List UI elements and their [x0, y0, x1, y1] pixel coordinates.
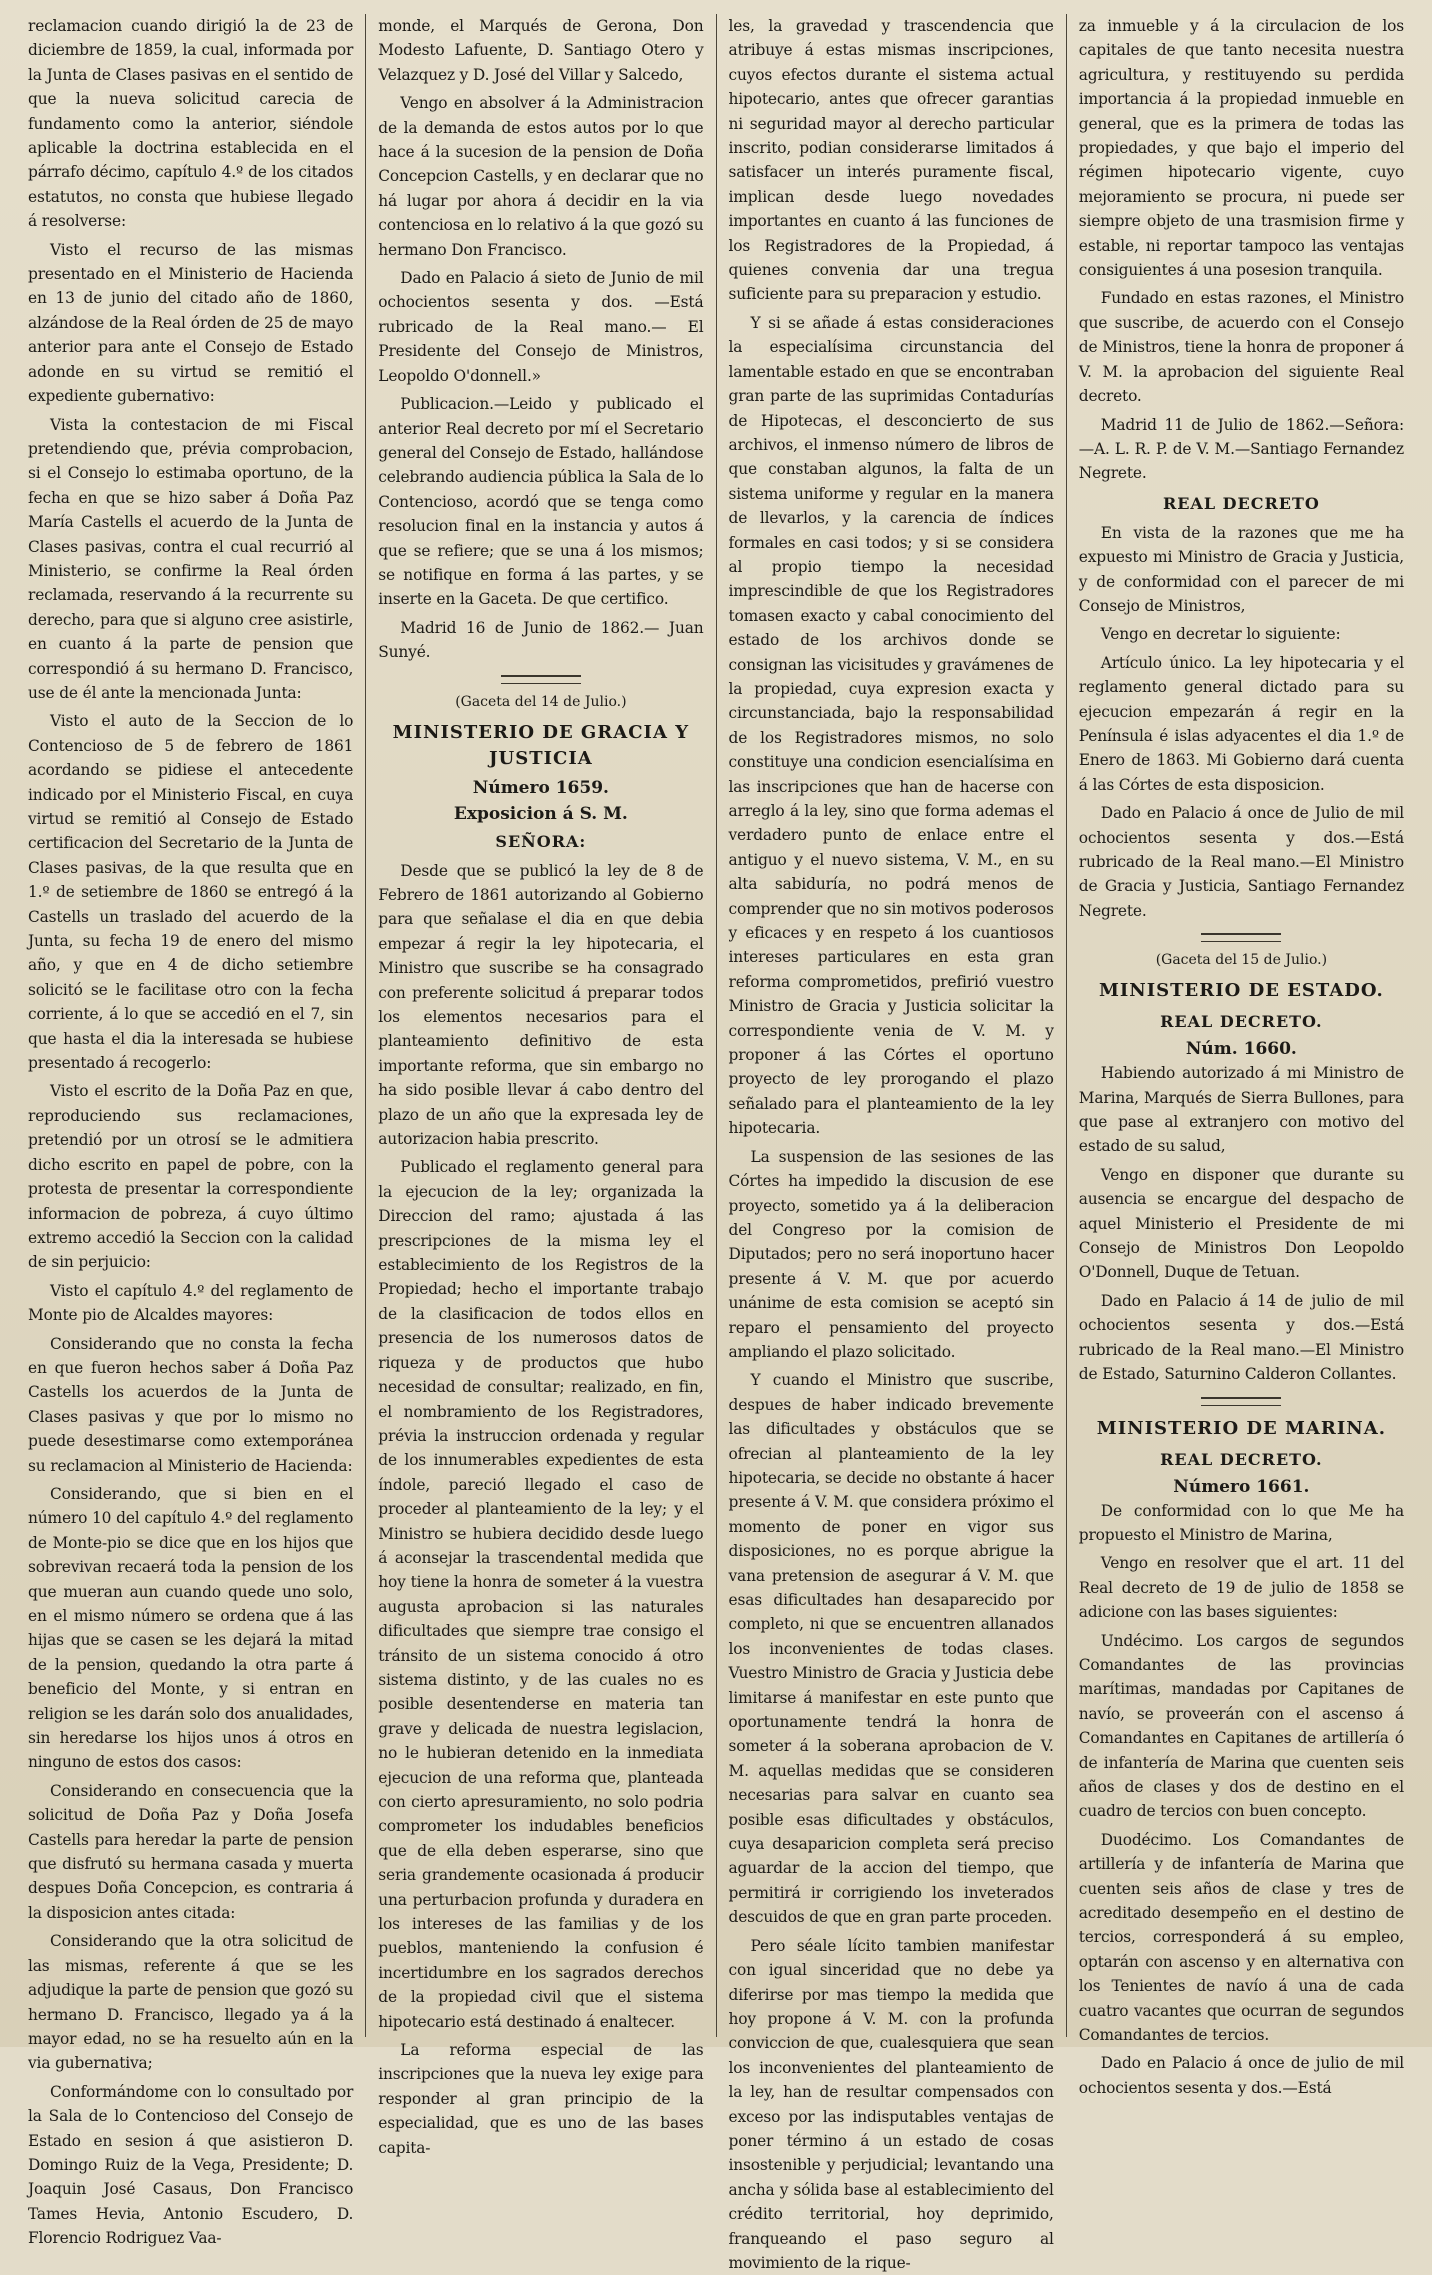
- paragraph: Considerando en consecuencia que la solicitud de Doña Paz y Doña Josefa Castells para heredar la parte de pension que disfrutó su hermana casada y muerta despues Doña Concepcion, es contraria á la disposicion antes citada:: [28, 1781, 354, 1922]
- decree-number: Número 1659.: [472, 777, 609, 798]
- paragraph: Y si se añade á estas consideraciones la especialísima circunstancia del lamentable estado en que se encontraban gran parte de las suprimidas Contadurías de Hipotecas, el desconcierto de sus archivos, el inmenso número de libros de que constaban algunos, la falta de un sistema uniforme y regular en la manera de llevarlos, y la carencia de índices formales en casi todos; y si se considera al propio tiempo la necesidad imprescindible de que los Registradores tomasen exacto y cabal conocimiento del estado de los archivos donde se consignan las vicisitudes y gravámenes de la propiedad, cuya expresion exacta y circunstanciada, bajo la responsabilidad de los Registradores mismos, no solo constituye una condicion esencialísima en las inscripciones que han de hacerse con arreglo á la ley, sino que forma ademas el verdadero punto de enlace entre el antiguo y el nuevo sistema, V. M., en su alta sabiduría, no podrá menos de comprender que no sin motivos poderosos y eficaces y en respeto á los cuantiosos intereses particulares en esta gran reforma comprometidos, prefirió vuestro Ministro de Gracia y Justicia solicitar la correspondiente venia de V. M. y proponer á las Córtes el oportuno proyecto de ley prorogando el plazo señalado para el planteamiento de la ley hipotecaria.: [728, 313, 1054, 1138]
- columns: [16, 14, 1416, 2272]
- paragraph: Visto el capítulo 4.º del reglamento de Monte pio de Alcaldes mayores:: [28, 1281, 354, 1325]
- paragraph: monde, el Marqués de Gerona, Don Modesto Lafuente, D. Santiago Otero y Velazquez y D. José del Villar y Salcedo,: [378, 17, 704, 84]
- paragraph: za inmueble y á la circulacion de los capitales de que tanto necesita nuestra agricultura, y restituyendo su perdida importancia á la propiedad inmueble en general, que es la primera de todas las propiedades, y que bajo el imperio del régimen hipotecario vigente, cuyo mejoramiento se procura, ni puede ser siempre objeto de una trasmision firme y estable, ni reportar tampoco las ventajas consiguientes á una posesion tranquila.: [1078, 17, 1404, 280]
- paragraph: En vista de la razones que me ha expuesto mi Ministro de Gracia y Justicia, y de conformidad con el parecer de mi Consejo de Ministros,: [1078, 523, 1404, 615]
- paragraph: Vengo en resolver que el art. 11 del Real decreto de 19 de julio de 1858 se adicione con las bases siguientes:: [1078, 1554, 1404, 1622]
- exposicion-title: Exposicion á S. M.: [453, 803, 628, 824]
- paragraph: Desde que se publicó la ley de 8 de Febrero de 1861 autorizando al Gobierno para que señalase el dia en que debia empezar á regir la ley hipotecaria, el Ministro que suscribe se ha consagrado con preferente solicitud á preparar todos los elementos necesarios para el planteamiento definitivo de esta importante reforma, que sin embargo no ha sido posible llevar á cabo dentro del plazo de un año que la expresada ley de autorizacion habia prescrito.: [378, 861, 704, 1149]
- paragraph: Publicacion.—Leido y publicado el anterior Real decreto por mí el Secretario general del Consejo de Estado, hallándose celebrando audiencia pública la Sala de lo Contencioso, acordó que se tenga como resolucion final en la instancia y autos á que se refiere; que se una á los mismos; se notifique en forma á las partes, y se inserte en la Gaceta. De que certifico.: [378, 395, 704, 609]
- divider: [1201, 933, 1281, 942]
- column-3: [717, 14, 1067, 2272]
- paragraph: La reforma especial de las inscripciones que la nueva ley exige para responder al gran principio de la especialidad, que es uno de las bases capita-: [378, 2041, 704, 2157]
- ministry-heading: MINISTERIO DE ESTADO.: [1098, 980, 1384, 1002]
- ministry-heading: MINISTERIO DE MARINA.: [1096, 1417, 1386, 1439]
- divider: [501, 675, 581, 684]
- paragraph: Pero séale lícito tambien manifestar con igual sinceridad que no debe ya diferirse por mas tiempo la medida que hoy propone á V. M. con la profunda conviccion de que, cualesquiera que sean los inconvenientes del planteamiento de la ley, han de resultar compensados con exceso por las indisputables ventajas de poner término á un estado de cosas insostenible y perjudicial; levantando una ancha y sólida base al establecimiento del crédito territorial, hoy deprimido, franqueando el paso seguro al movimiento de la rique-: [728, 1936, 1054, 2272]
- paragraph: Dado en Palacio á sieto de Junio de mil ochocientos sesenta y dos. —Está rubricado de la Real mano.— El Presidente del Consejo de Ministros, Leopoldo O'donnell.»: [378, 269, 704, 385]
- paragraph: Conformándome con lo consultado por la Sala de lo Contencioso del Consejo de Estado en sesion á que asistieron D. Domingo Ruiz de la Vega, Presidente; D. Joaquin José Casaus, Don Francisco Tames Hevia, Antonio Escudero, D. Florencio Rodriguez Vaa-: [28, 2082, 354, 2248]
- paragraph: Vengo en absolver á la Administracion de la demanda de estos autos por lo que hace á la sucesion de la pension de Doña Concepcion Castells, y en declarar que no há lugar por ahora á decidir en la via contenciosa en lo relativo á la que gozó su hermano Don Francisco.: [378, 94, 704, 259]
- paragraph: reclamacion cuando dirigió la de 23 de diciembre de 1859, la cual, informada por la Junta de Clases pasivas en el sentido de que la nueva solicitud carecia de fundamento como la anterior, siéndole aplicable la doctrina establecida en el párrafo décimo, capítulo 4.º de los citados estatutos, no consta que hubiese llegado á resolverse:: [28, 17, 354, 231]
- paragraph: Duodécimo. Los Comandantes de artillería y de infantería de Marina que cuenten seis años de clase y tres de acreditado desempeño en el destino de tercios, corresponderá á su empleo, optarán con ascenso y en alternativa con los Tenientes de navío á una de cada cuatro vacantes que ocurran de segundos Comandantes de tercios.: [1078, 1830, 1404, 2045]
- paragraph: Madrid 16 de Junio de 1862.— Juan Sunyé.: [378, 618, 704, 662]
- paragraph: Vengo en decretar lo siguiente:: [1100, 625, 1341, 644]
- decree-number: Núm. 1660.: [1185, 1039, 1297, 1060]
- column-1: [16, 14, 366, 2248]
- real-decreto-heading: REAL DECRETO.: [1160, 1449, 1323, 1469]
- column-2: [366, 14, 716, 2157]
- paragraph: Considerando que no consta la fecha en que fueron hechos saber á Doña Paz Castells los acuerdos de la Junta de Clases pasivas y que por lo mismo no puede desestimarse como extemporánea su reclamacion al Ministerio de Hacienda:: [28, 1334, 354, 1475]
- paragraph: Undécimo. Los cargos de segundos Comandantes de las provincias marítimas, mandadas por Capitanes de navío, se proveerán con el ascenso á Comandantes en Capitanes de artillería ó de infantería de Marina que cuenten seis años de clases y dos de destino en el cuadro de tercios con buen concepto.: [1078, 1631, 1404, 1821]
- paragraph: Considerando que la otra solicitud de las mismas, referente á que se les adjudique la parte de pension que gozó su hermano D. Francisco, llegado ya á la mayor edad, no se ha resuelto aún en la via gubernativa;: [28, 1932, 354, 2073]
- paragraph: Dado en Palacio á once de julio de mil ochocientos sesenta y dos.—Está: [1078, 2054, 1404, 2097]
- paragraph: Vengo en disponer que durante su ausencia se encargue del despacho de aquel Ministerio el Presidente de mi Consejo de Ministros Don Leopoldo O'Donnell, Duque de Tetuan.: [1078, 1165, 1404, 1282]
- paragraph: Dado en Palacio á once de Julio de mil ochocientos sesenta y dos.—Está rubricado de la Real mano.—El Ministro de Gracia y Justicia, Santiago Fernandez Negrete.: [1078, 804, 1404, 920]
- paragraph: Considerando, que si bien en el número 10 del capítulo 4.º del reglamento de Monte-pio se dice que en los hijos que sobrevivan recaerá toda la pension de los que mueran aun cuando quede uno solo, en el mismo número se ordena que á las hijas que se casen se les dejará la mitad de la pension, quedando la otra parte á beneficio del Monte, y si entran en religion se les darán solo dos anualidades, sin heredarse los hijos unos á otros en ninguno de estos dos casos:: [28, 1484, 354, 1772]
- paragraph: Visto el auto de la Seccion de lo Contencioso de 5 de febrero de 1861 acordando se pidiese el antecedente indicado por el Ministerio Fiscal, en cuya virtud se remitió al Consejo de Estado certificacion del Secretario de la Junta de Clases pasivas, de la que resulta que en 1.º de setiembre de 1860 se entregó á la Castells un traslado del acuerdo de la Junta, su fecha 19 de enero del mismo año, y que en 4 de dicho setiembre solicitó se le facilitase otro con la fecha corriente, á lo que se accedió en el 7, sin que hasta el dia la interesada se hubiese presentado á recogerlo:: [28, 712, 354, 1073]
- ministry-heading: MINISTERIO DE GRACIA Y JUSTICIA: [392, 721, 690, 769]
- paragraph: Vista la contestacion de mi Fiscal pretendiendo que, prévia comprobacion, si el Consejo lo estimaba oportuno, de la fecha en que se hizo saber á Doña Paz María Castells el acuerdo de la Junta de Clases pasivas, contra el cual recurrió al Ministerio, se confirme la Real órden reclamada, reservando á la recurrente su derecho, para que si alguno cree asistirle, en cuanto á la parte de pension que correspondió á su hermano D. Francisco, use de él ante la mencionada Junta:: [28, 415, 354, 702]
- column-4: [1067, 14, 1416, 2097]
- gaceta-date: (Gaceta del 14 de Julio.): [455, 693, 627, 710]
- paragraph: Visto el escrito de la Doña Paz en que, reproduciendo sus reclamaciones, pretendió por un otrosí se le admitiera dicho escrito en papel de pobre, con la protesta de presentar la correspondiente informacion de pobreza, á cuyo último extremo accedió la Seccion con la calidad de sin perjuicio:: [28, 1082, 354, 1272]
- paragraph: Habiendo autorizado á mi Ministro de Marina, Marqués de Sierra Bullones, para que pase al extranjero con motivo del estado de su salud,: [1078, 1064, 1404, 1156]
- paragraph: Fundado en estas razones, el Ministro que suscribe, de acuerdo con el Consejo de Ministros, tiene la honra de proponer á V. M. la aprobacion del siguiente Real decreto.: [1078, 289, 1404, 406]
- paragraph: Dado en Palacio á 14 de julio de mil ochocientos sesenta y dos.—Está rubricado de la Real mano.—El Ministro de Estado, Saturnino Calderon Collantes.: [1078, 1291, 1404, 1384]
- paragraph: les, la gravedad y trascendencia que atribuye á estas mismas inscripciones, cuyos efectos durante el sistema actual hipotecario, antes que ofrecer garantias ni seguridad mayor al derecho particular inscrito, podian considerarse limitados á satisfacer un interés puramente fiscal, implican desde luego novedades importantes en cuanto á las funciones de los Registradores de la Propiedad, á quienes convenia dar una tregua suficiente para su preparacion y estudio.: [728, 17, 1054, 304]
- paragraph: La suspension de las sesiones de las Córtes ha impedido la discusion de ese proyecto, sometido ya á la deliberacion del Congreso por la comision de Diputados; pero no será inoportuno hacer presente á V. M. que por acuerdo unánime de esta comision se aceptó sin reparo el pensamiento del proyecto ampliando el plazo solicitado.: [728, 1147, 1054, 1361]
- paragraph: Madrid 11 de Julio de 1862.—Señora:—A. L. R. P. de V. M.—Santiago Fernandez Negrete.: [1078, 415, 1404, 483]
- paragraph: De conformidad con lo que Me ha propuesto el Ministro de Marina,: [1078, 1501, 1404, 1544]
- paragraph: Visto el recurso de las mismas presentado en el Ministerio de Hacienda en 13 de junio del citado año de 1860, alzándose de la Real órden de 25 de mayo anterior para ante el Consejo de Estado adonde en su virtud se remitió el expediente gubernativo:: [28, 240, 354, 406]
- paragraph: Artículo único. La ley hipotecaria y el reglamento general dictado para su ejecucion empezarán á regir en la Península é islas adyacentes el dia 1.º de Enero de 1863. Mi Gobierno dará cuenta á las Córtes de esta disposicion.: [1078, 653, 1404, 794]
- gaceta-date: (Gaceta del 15 de Julio.): [1155, 952, 1328, 969]
- salutation: SEÑORA:: [495, 831, 587, 851]
- paragraph: Y cuando el Ministro que suscribe, despues de haber indicado brevemente las dificultades y obstáculos que se ofrecian al planteamiento de la ley hipotecaria, se decide no obstante á hacer presente á V. M. que considera próximo el momento de poner en vigor sus disposiciones, no es porque abrigue la vana pretension de asegurar á V. M. que esas dificultades han desaparecido por completo, ni que se encuentren allanados los inconvenientes de todas clases. Vuestro Ministro de Gracia y Justicia debe limitarse á manifestar en este punto que oportunamente tendrá la honra de someter á la soberana aprobacion de V. M. aquellas medidas que se consideren necesarias para salvar en cuanto sea posible esas dificultades y obstáculos, cuya desaparicion completa será preciso aguardar de la accion del tiempo, que permitirá ir corrigiendo los inveterados descuidos de que en gran parte proceden.: [728, 1371, 1054, 1927]
- divider: [1201, 1397, 1281, 1406]
- real-decreto-heading: REAL DECRETO: [1162, 493, 1320, 513]
- paragraph: Publicado el reglamento general para la ejecucion de la ley; organizada la Direccion del ramo; ajustada á las prescripciones de la misma ley el establecimiento de los Registros de la Propiedad; hecho el importante trabajo de la clasificacion de todos ellos en presencia de los numerosos datos de riqueza y de productos que hubo necesidad de consultar; realizado, en fin, el nombramiento de los Registradores, prévia la instruccion ordenada y regular de los innumerables expedientes de esta índole, pareció llegado el caso de proceder al planteamiento de la ley; y el Ministro se hubiera decidido desde luego á aconsejar la trascendental medida que hoy tiene la honra de someter á la vuestra augusta aprobacion si las naturales dificultades que siempre trae consigo el tránsito de un sistema conocido á otro sistema distinto, y de las cuales no es posible desentenderse en materia tan grave y delicada de nuestra legislacion, no le hubieran detenido en la inmediata ejecucion de una reforma que, planteada con cierto apresuramiento, no solo podria comprometer los indudables beneficios que de ella deben esperarse, sino que seria grandemente ocasionada á producir una perturbacion profunda y duradera en los intereses de las familias y de los pueblos, manteniendo la confusion é incertidumbre en los sagrados derechos de la propiedad civil que el sistema hipotecario está destinado á enaltecer.: [378, 1158, 704, 2031]
- real-decreto-heading: REAL DECRETO.: [1160, 1012, 1323, 1032]
- decree-number: Número 1661.: [1173, 1476, 1310, 1497]
